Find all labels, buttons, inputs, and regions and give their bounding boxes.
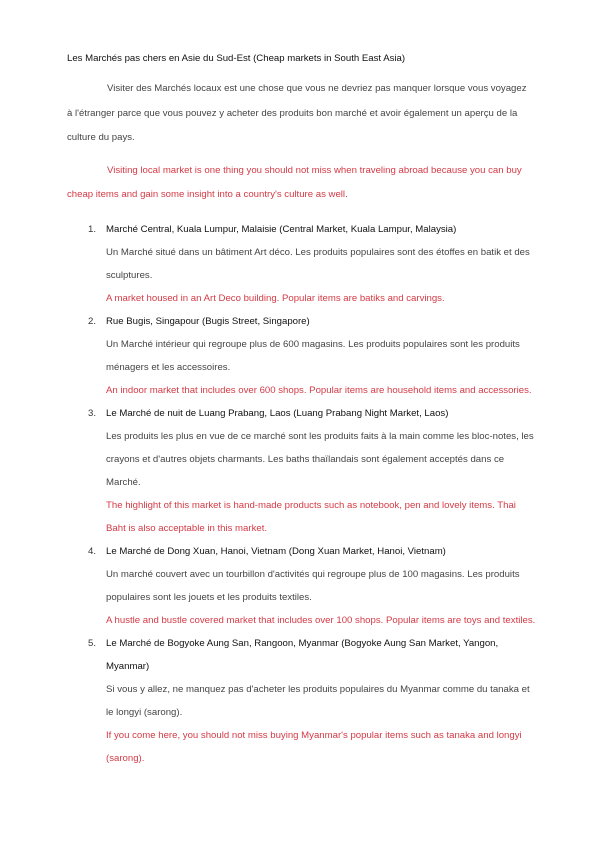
english-description: An indoor market that includes over 600 shops. Popular items are household items and accessories.	[106, 384, 532, 396]
list-item	[88, 632, 558, 770]
french-description: Un Marché intérieur qui regroupe plus de 600 magasins. Les produits populaires sont les produits	[106, 338, 520, 350]
english-description: A hustle and bustle covered market that includes over 100 shops. Popular items are toys and textiles.	[106, 614, 536, 626]
list-item	[88, 402, 558, 540]
english-description: Baht is also acceptable in this market.	[106, 522, 268, 534]
list-item	[88, 218, 558, 310]
french-description: le longyi (sarong).	[106, 706, 183, 718]
french-description: Si vous y allez, ne manquez pas d'acheter les produits populaires du Myanmar comme du tanaka et	[106, 683, 530, 695]
list-number: 1.	[88, 223, 97, 235]
french-description: sculptures.	[106, 269, 153, 281]
intro-english-line: Visiting local market is one thing you should not miss when traveling abroad because you can buy	[107, 165, 522, 176]
intro-paragraph-french	[67, 77, 527, 151]
list-number: 2.	[88, 315, 97, 327]
market-list	[88, 218, 558, 770]
intro-french-line: culture du pays.	[67, 132, 135, 143]
market-heading: Marché Central, Kuala Lumpur, Malaisie (Central Market, Kuala Lampur, Malaysia)	[106, 223, 457, 235]
list-number: 4.	[88, 545, 97, 557]
french-description: Un marché couvert avec un tourbillon d'activités qui regroupe plus de 100 magasins. Les produits	[106, 568, 520, 580]
intro-french-line: à l'étranger parce que vous pouvez y acheter des produits bon marché et avoir également un aperçu de la	[67, 107, 518, 119]
french-description: populaires sont les jouets et les produits textiles.	[106, 591, 312, 603]
market-heading: Le Marché de Bogyoke Aung San, Rangoon, Myanmar (Bogyoke Aung San Market, Yangon,	[106, 637, 499, 649]
list-item	[88, 540, 558, 632]
intro-french-line: Visiter des Marchés locaux est une chose que vous ne devriez pas manquer lorsque vous voyagez	[107, 83, 527, 94]
french-description: crayons et d'autres objets charmants. Les baths thaïlandais sont également acceptés dans ce	[106, 453, 505, 465]
list-number: 5.	[88, 637, 97, 649]
english-description: If you come here, you should not miss buying Myanmar's popular items such as tanaka and longyi	[106, 729, 522, 741]
document-title: Les Marchés pas chers en Asie du Sud-Est (Cheap markets in South East Asia)	[67, 53, 406, 64]
list-item	[88, 310, 558, 402]
market-heading: Rue Bugis, Singapour (Bugis Street, Singapore)	[106, 315, 310, 327]
english-description: A market housed in an Art Deco building. Popular items are batiks and carvings.	[106, 292, 445, 304]
market-heading: Myanmar)	[106, 660, 150, 672]
french-description: Marché.	[106, 476, 141, 488]
english-description: (sarong).	[106, 752, 145, 764]
french-description: ménagers et les accessoires.	[106, 361, 231, 373]
intro-english-line: cheap items and gain some insight into a country's culture as well.	[67, 188, 348, 200]
english-description: The highlight of this market is hand-made products such as notebook, pen and lovely items. Thai	[106, 499, 516, 511]
french-description: Les produits les plus en vue de ce marché sont les produits faits à la main comme les bloc-notes, les	[106, 430, 534, 442]
french-description: Un Marché situé dans un bâtiment Art déco. Les produits populaires sont des étoffes en batik et des	[106, 246, 530, 258]
list-number: 3.	[88, 407, 97, 419]
market-heading: Le Marché de Dong Xuan, Hanoi, Vietnam (Dong Xuan Market, Hanoi, Vietnam)	[106, 545, 446, 557]
market-heading: Le Marché de nuit de Luang Prabang, Laos (Luang Prabang Night Market, Laos)	[106, 407, 449, 419]
intro-paragraph-english	[67, 159, 522, 206]
